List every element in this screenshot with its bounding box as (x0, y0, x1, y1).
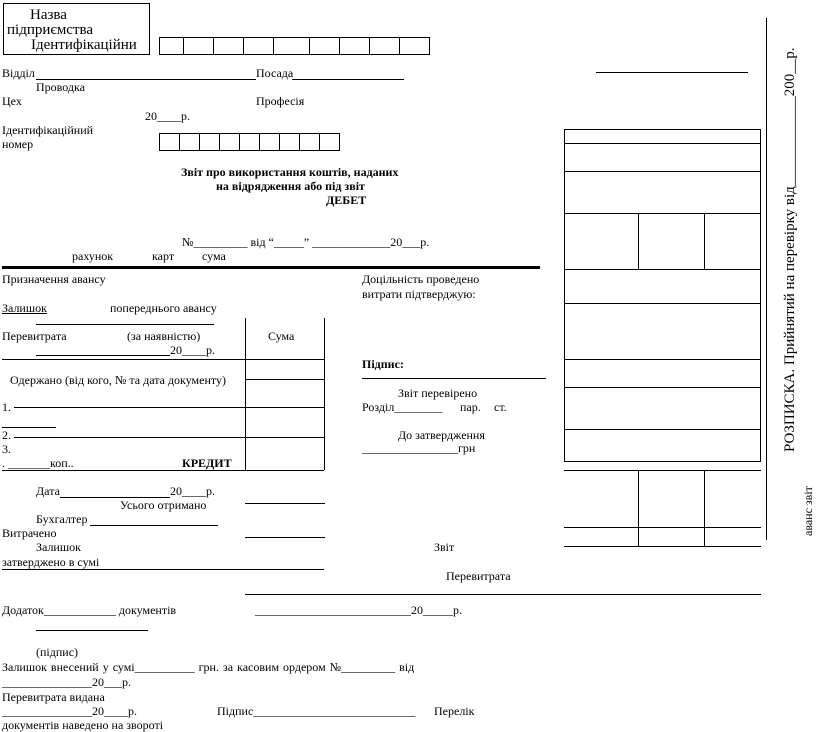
right-grid-row-7 (564, 359, 761, 388)
credit-heading: КРЕДИТ (182, 456, 232, 470)
report-number-line[interactable]: №_________ від “_____” _____________20___р. (182, 235, 430, 249)
company-id-cells[interactable] (160, 37, 430, 55)
overspend-issued-label: Перевитрата видана (2, 690, 105, 704)
receipt-text: РОЗПИСКА. Прийнятий на перевірку від____________200__р. (782, 47, 798, 452)
reverse-note: документів наведено на звороті (2, 718, 164, 732)
total-received-label: Усього отримано (120, 498, 207, 512)
signature-heading: Підпис: (362, 357, 404, 371)
right-grid-col-4 (704, 470, 705, 546)
right-grid-row-4 (564, 213, 761, 270)
kop-line[interactable]: . _______коп.. (2, 456, 74, 470)
date-year: 20____р. (170, 484, 215, 498)
right-grid-row-8 (564, 387, 761, 430)
overspend-date-underline[interactable] (36, 355, 170, 356)
advance-purpose-label: Призначення авансу (2, 272, 106, 286)
section-field[interactable]: Розділ________ (362, 400, 443, 414)
deposit-date[interactable]: _______________20___р. (2, 675, 131, 689)
right-grid-row-3 (564, 171, 761, 214)
position-underline[interactable] (292, 79, 404, 80)
signature-paren: (підпис) (36, 645, 79, 659)
profession-label: Професія (256, 94, 305, 108)
report-label: Звіт (434, 540, 455, 554)
sum-column-header: Сума (268, 329, 295, 343)
workshop-label: Цех (2, 94, 22, 108)
sign-field[interactable]: Підпис___________________________ (217, 704, 416, 718)
accountant-underline[interactable] (90, 525, 218, 526)
receipt-tail: аванс звіт (801, 486, 815, 536)
id-number-cells[interactable] (160, 133, 340, 151)
company-id-label: Ідентифікаційни (31, 37, 137, 53)
right-grid-col-3 (638, 470, 639, 546)
overspend-label: Перевитрата (2, 329, 67, 343)
right-grid-col-1 (638, 213, 639, 270)
row-1-line[interactable] (14, 407, 324, 408)
total-received-field[interactable] (245, 503, 325, 504)
balance-2-label: Залишок (36, 540, 81, 554)
uah-field[interactable]: ________________грн (362, 441, 476, 455)
to-approve-label: До затвердження (398, 428, 485, 442)
table-divider-vertical (245, 318, 246, 470)
table-line-a (2, 359, 324, 360)
top-right-line (596, 72, 748, 73)
id-number-label-1: Ідентифікаційний (2, 123, 94, 137)
overspend-date: 20____р. (170, 343, 215, 357)
approved-sum-line[interactable] (2, 569, 324, 570)
sum-label: сума (202, 249, 226, 263)
previous-balance-prefix: Залишок (2, 301, 47, 315)
issued-date[interactable]: _______________20____р. (2, 704, 137, 718)
department-label: Відділ (2, 66, 35, 80)
company-name-label-2: підприємства (7, 22, 94, 38)
right-grid-row-5 (564, 269, 761, 304)
report-title-1: Звіт про використання коштів, наданих (181, 165, 399, 179)
received-row-3: 3. (2, 442, 11, 456)
right-grid-row-9 (564, 429, 761, 462)
report-title-2: на відрядження або під звіт (216, 179, 365, 193)
deposit-line[interactable]: Залишок внесений у сумі__________ грн. за касовим ордером №_________ від (2, 660, 415, 674)
right-grid-line-c (564, 546, 761, 547)
row-2-line[interactable] (14, 437, 324, 438)
approved-sum-label: затверджено в сумі (2, 555, 100, 569)
spent-field[interactable] (245, 537, 325, 538)
posting-year: 20____р. (145, 109, 190, 123)
right-grid-line-a (564, 470, 761, 471)
card-label: карт (152, 249, 175, 263)
posting-label: Проводка (36, 80, 85, 94)
paragraph-label: пар. (460, 400, 481, 414)
bottom-long-line (245, 594, 761, 595)
table-right-vertical (324, 318, 325, 470)
accountant-label: Бухгалтер (36, 512, 88, 526)
balance-line[interactable] (36, 324, 214, 325)
appendix-date[interactable]: __________________________20_____р. (255, 603, 462, 617)
appendix-label[interactable]: Додаток____________ документів (2, 603, 177, 617)
right-grid-row-2 (564, 143, 761, 172)
received-row-1: 1. (2, 400, 11, 414)
expense-confirm-1: Доцільність проведено (362, 272, 480, 286)
spent-label: Витрачено (2, 526, 57, 540)
account-label: рахунок (72, 249, 114, 263)
right-grid-line-b (564, 527, 761, 528)
article-label: ст. (494, 400, 507, 414)
report-checked-label: Звіт перевірено (398, 386, 478, 400)
expense-confirm-2: витрати підтверджую: (362, 287, 476, 301)
list-label: Перелік (434, 704, 475, 718)
position-label: Посада (256, 66, 294, 80)
debit-heading: ДЕБЕТ (326, 193, 367, 207)
right-grid-row-6 (564, 303, 761, 360)
signature-underline[interactable] (36, 630, 148, 631)
right-grid-col-2 (704, 213, 705, 270)
id-number-label-2: номер (2, 137, 34, 151)
company-name-label-1: Назва (30, 7, 67, 23)
table-line-c (2, 470, 324, 471)
table-line-b (245, 379, 324, 380)
received-from-header: Одержано (від кого, № та дата документу) (10, 373, 226, 387)
right-grid-row-1 (564, 129, 761, 144)
received-row-2: 2. (2, 428, 11, 442)
previous-balance-label: попереднього авансу (110, 301, 217, 315)
cash-label: (за наявністю) (127, 329, 201, 343)
receipt-border (766, 18, 767, 540)
thick-divider (2, 266, 540, 269)
overspend-2-label: Перевитрата (446, 569, 511, 583)
signature-line[interactable] (362, 378, 546, 379)
date-label: Дата (36, 484, 60, 498)
